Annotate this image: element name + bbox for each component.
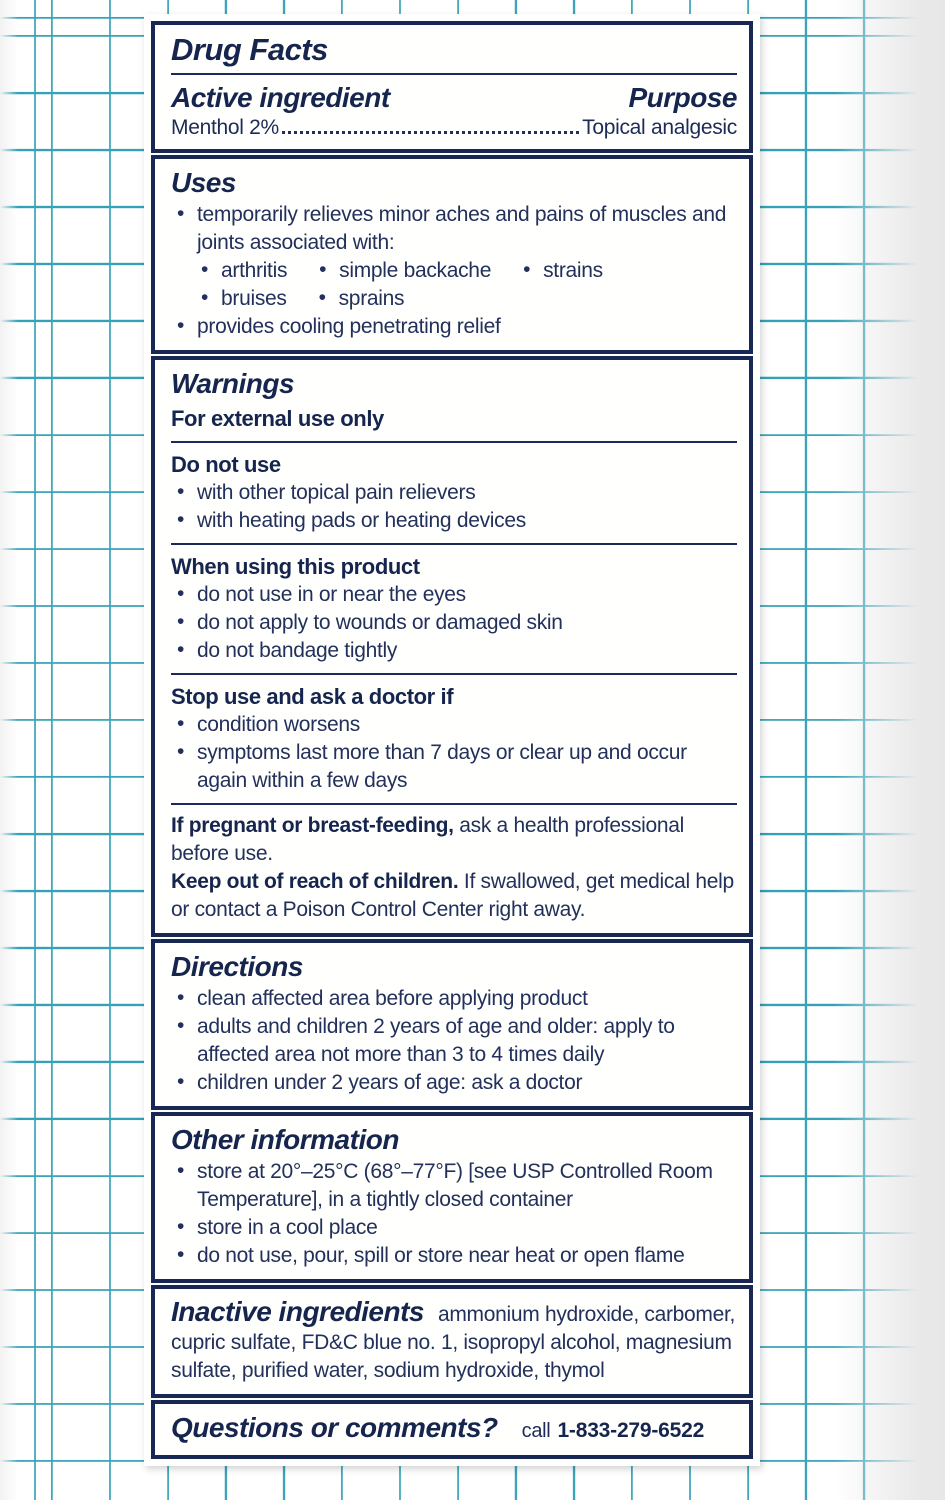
section-divider	[171, 543, 737, 545]
bullet-item: • simple backache	[315, 257, 491, 285]
right-edge-fade	[835, 0, 945, 1500]
uses-sub-row	[171, 257, 737, 285]
section-other-information	[151, 1112, 753, 1283]
section-warnings	[151, 356, 753, 937]
bullet-item: • store at 20°–25°C (68°–77°F) [see USP Controlled Room Temperature], in a tightly closed container	[171, 1158, 737, 1214]
purpose-heading: Purpose	[628, 82, 737, 113]
section-divider	[171, 441, 737, 443]
bullet-item: • adults and children 2 years of age and older: apply to affected area not more than 3 to 4 times daily	[171, 1013, 737, 1069]
questions-heading: Questions or comments?	[171, 1412, 498, 1443]
bullet-item: • do not bandage tightly	[171, 637, 737, 665]
drug-facts-title: Drug Facts	[171, 32, 328, 67]
bullet-item: • children under 2 years of age: ask a doctor	[171, 1069, 737, 1097]
bullet-item: • store in a cool place	[171, 1214, 737, 1242]
section-inactive-ingredients	[151, 1285, 753, 1398]
bullet-item: • temporarily relieves minor aches and pains of muscles and joints associated with:	[171, 201, 737, 257]
section-divider	[171, 803, 737, 805]
warnings-heading: Warnings	[171, 368, 295, 399]
left-edge-fade	[0, 0, 18, 1500]
purpose-value: Topical analgesic	[582, 116, 737, 139]
bullet-item: • symptoms last more than 7 days or clear up and occur again within a few days	[171, 739, 737, 795]
other-information-heading: Other information	[171, 1124, 399, 1155]
external-use-subheading: For external use only	[171, 406, 384, 431]
bullet-item: • arthritis	[197, 257, 287, 285]
section-directions	[151, 939, 753, 1110]
bullet-item: • strains	[519, 257, 603, 285]
drug-facts-label	[144, 14, 760, 1466]
bullet-item: • sprains	[315, 285, 405, 313]
bullet-item: • provides cooling penetrating relief	[171, 313, 737, 341]
stop-use-subheading: Stop use and ask a doctor if	[171, 684, 454, 709]
bullet-item: • with other topical pain relievers	[171, 479, 737, 507]
ingredient-name: Menthol 2%	[171, 116, 279, 139]
inactive-ingredients: Inactive ingredients ammonium hydroxide, carbomer, cupric sulfate, FD&C blue no. 1, isopropyl alcohol, magnesium sulfate, purified water, sodium hydroxide, thymol	[171, 1296, 736, 1382]
ingredient-row	[171, 116, 737, 140]
when-using-subheading: When using this product	[171, 554, 420, 579]
section-divider	[171, 73, 737, 75]
bullet-item: • with heating pads or heating devices	[171, 507, 737, 535]
children-warning-lead: Keep out of reach of children.	[171, 870, 459, 893]
phone-number: 1-833-279-6522	[557, 1419, 705, 1442]
children-warning: Keep out of reach of children. If swallowed, get medical help or contact a Poison Control Center right away.	[171, 870, 734, 921]
bullet-item: • condition worsens	[171, 711, 737, 739]
directions-heading: Directions	[171, 951, 303, 982]
uses-sub-row	[171, 285, 737, 313]
do-not-use-subheading: Do not use	[171, 452, 281, 477]
section-header	[151, 21, 753, 153]
bullet-item: • bruises	[197, 285, 287, 313]
pregnant-warning-lead: If pregnant or breast-feeding,	[171, 814, 454, 837]
bullet-item: • do not apply to wounds or damaged skin	[171, 609, 737, 637]
section-divider	[171, 673, 737, 675]
bullet-item: • do not use, pour, spill or store near heat or open flame	[171, 1242, 737, 1270]
active-ingredient-heading: Active ingredient	[171, 82, 390, 113]
call-label: call	[521, 1420, 551, 1442]
section-questions	[151, 1400, 753, 1459]
uses-heading: Uses	[171, 167, 236, 198]
bullet-item: • do not use in or near the eyes	[171, 581, 737, 609]
pregnant-warning: If pregnant or breast-feeding, ask a health professional before use.	[171, 814, 685, 865]
dotted-leader	[282, 131, 579, 134]
inactive-ingredients-heading: Inactive ingredients	[171, 1296, 424, 1327]
section-uses	[151, 155, 753, 354]
bullet-item: • clean affected area before applying product	[171, 985, 737, 1013]
